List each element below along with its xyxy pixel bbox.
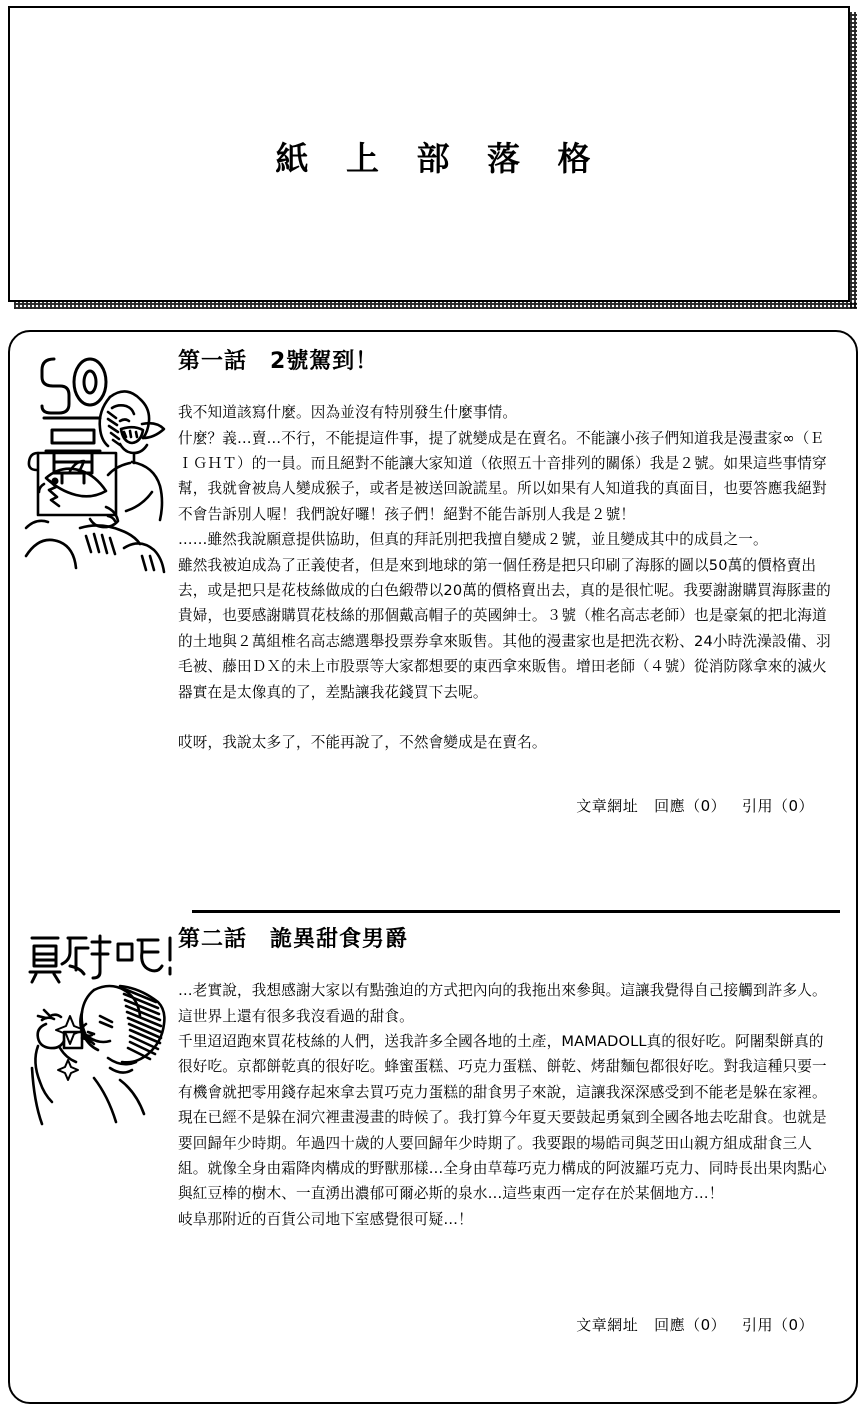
entry-2-paragraph: 岐阜那附近的百貨公司地下室感覺很可疑…！	[178, 1210, 473, 1228]
entry-1-comments-link[interactable]: 回應（0）	[654, 797, 727, 816]
entry-1-paragraph: 雖然我被迫成為了正義使者，但是來到地球的第一個任務是把只印刷了海豚的圖以50萬的價格賣出去，或是把只是花枝絲做成的白色緞帶以20萬的價格賣出去，真的是很忙呢。我要謝謝購買海豚畫的貴婦，也要感謝購買花枝絲的那個戴高帽子的英國紳士。３號（椎名高志老師）也是豪氣的把北海道的土地與２萬組椎名高志總選舉投票券拿來販售。其他的漫畫家也是把洗衣粉、24小時洗澡設備、羽毛被、藤田ＤＸ的未上市股票等大家都想要的東西拿來販售。增田老師（４號）從消防隊拿來的滅火器實在是太像真的了，差點讓我花錢買下去呢。	[178, 556, 831, 701]
entry-2-paragraph: 這世界上還有很多我沒看過的甜食。	[178, 1007, 414, 1025]
entry-1-footer	[178, 777, 834, 834]
entry-2-title: 第二話 詭異甜食男爵	[178, 927, 409, 952]
entry-1-body-wrap	[10, 350, 856, 834]
footer-gap	[638, 797, 654, 815]
entry-1-permalink-link[interactable]: 文章網址	[576, 797, 639, 816]
blog-entry-1	[10, 350, 856, 834]
page-title: 紙 上 部 落 格	[275, 139, 604, 178]
entry-2-paragraph: 現在已經不是躲在洞穴裡畫漫畫的時候了。我打算今年夏天要鼓起勇氣到全國各地去吃甜食。也就是要回歸年少時期。年過四十歲的人要回歸年少時期了。我要跟的場皓司與芝田山親方組成甜食三人組。就像全身由霜降肉構成的野獸那樣…全身由草莓巧克力構成的阿波羅巧克力、同時長出果肉點心與紅豆棒的樹木、一直湧出濃郁可爾必斯的泉水…這些東西一定存在於某個地方…！	[178, 1109, 827, 1203]
blog-entry-2	[10, 928, 856, 1353]
entry-1-title: 第一話 2號駕到！	[178, 349, 379, 374]
footer-gap	[638, 1316, 654, 1334]
entry-1-text	[178, 400, 834, 755]
entry-1-paragraph: ……雖然我說願意提供協助，但真的拜託別把我擅自變成２號，並且變成其中的成員之一。	[178, 531, 768, 549]
entry-2-paragraph: 千里迢迢跑來買花枝絲的人們，送我許多全國各地的土產，MAMADOLL真的很好吃。阿闍梨餅真的很好吃。京都餅乾真的很好吃。蜂蜜蛋糕、巧克力蛋糕、餅乾、烤甜麵包都很好吃。對我這種只要一有機會就把零用錢存起來拿去買巧克力蛋糕的甜食男子來說，這讓我深深感受到不能老是躲在家裡。	[178, 1033, 827, 1101]
entry-2-permalink-link[interactable]: 文章網址	[576, 1316, 639, 1335]
entry-2-comments-link[interactable]: 回應（0）	[654, 1316, 727, 1335]
header-banner-shadow-bottom	[14, 302, 857, 309]
entry-2-trackbacks-link[interactable]: 引用（0）	[741, 1316, 814, 1335]
content-box	[8, 330, 858, 1404]
entry-1-paragraph: 什麼？義…賣…不行，不能提這件事，提了就變成是在賣名。不能讓小孩子們知道我是漫畫家∞（ＥＩＧＨＴ）的一員。而且絕對不能讓大家知道（依照五十音排列的關係）我是２號。如果這些事情穿幫，我就會被鳥人變成猴子，或者是被送回說謊星。所以如果有人知道我的真面目，也要答應我絕對不會告訴別人喔！我們說好囉！孩子們！絕對不能告訴別人我是２號！	[178, 429, 827, 523]
entry-2-paragraph: …老實說，我想感謝大家以有點強迫的方式把內向的我拖出來參與。這讓我覺得自己接觸到許多人。	[178, 982, 827, 1000]
entry-1-trackbacks-link[interactable]: 引用（0）	[741, 797, 814, 816]
entry-2-text	[178, 978, 834, 1232]
entry-divider	[192, 910, 840, 913]
entry-1-paragraph: 我不知道該寫什麼。因為並沒有特別發生什麼事情。	[178, 404, 518, 422]
entry-2-body-wrap	[10, 928, 856, 1353]
footer-gap	[726, 1316, 742, 1334]
footer-gap	[726, 797, 742, 815]
entry-1-paragraph: 哎呀，我說太多了，不能再說了，不然會變成是在賣名。	[178, 734, 547, 752]
entry-2-footer	[178, 1296, 834, 1353]
